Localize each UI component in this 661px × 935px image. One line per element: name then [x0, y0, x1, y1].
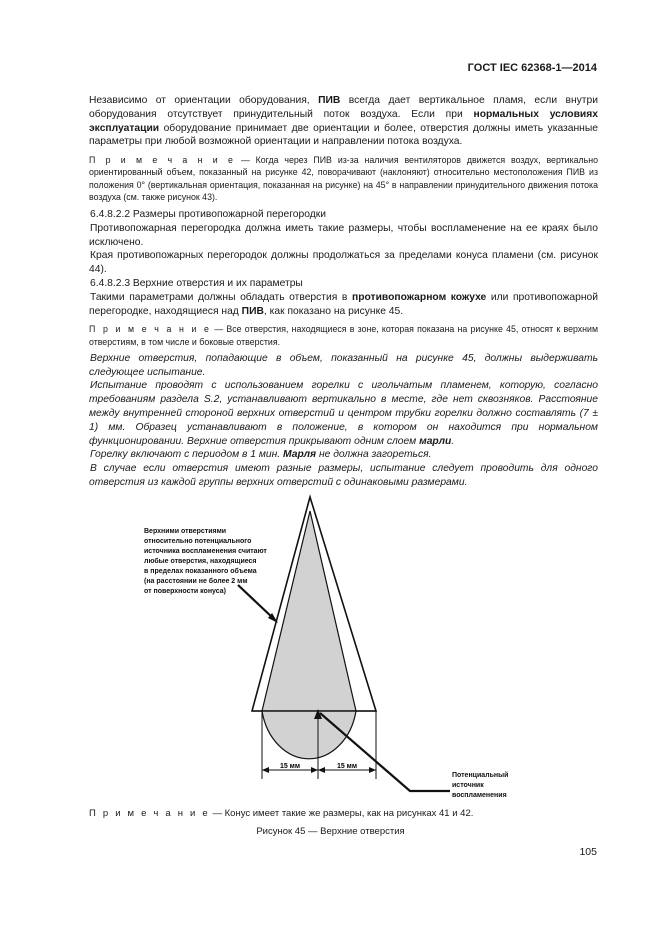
paragraph-top-openings [89, 291, 598, 319]
p6-text: Испытание проводят с использованием горелки с игольчатым пламенем, которую, согласно требованиям раздела S.2, устанавливают вертикально в месте, где нет сквозняков. Расстояние между внутренней стороной верхних отверстий и центром трубки горелки должно составлять (7 ± 1) мм. Образец устанавливают в положение, в котором он находится при нормальном функционировании. Верхние отверстия прикрывают одним слоем [89, 380, 598, 447]
p6-bold: марли [419, 435, 452, 447]
note2-label: П р и м е ч а н и е [89, 324, 212, 335]
p7-a: Горелку включают с периодом в 1 мин. [90, 449, 284, 461]
dim-right-label: 15 мм [336, 763, 358, 770]
p1-b1: ПИВ [318, 95, 341, 106]
paragraph-barrier-edges: Края противопожарных перегородок должны продолжаться за пределами конуса пламени (см. рисунок 44). [89, 250, 598, 276]
arrowhead [262, 767, 269, 773]
section-heading-top-openings: 6.4.8.2.3 Верхние отверстия и их параметры [90, 277, 303, 289]
p4-b1: противопожарном кожухе [351, 291, 487, 303]
p4-c: или противопожарной перегородке, находящиеся над [89, 291, 599, 317]
note-side-openings [89, 323, 598, 347]
figure-note [89, 808, 473, 819]
arrowhead [311, 767, 318, 773]
p4-d: , как показано на рисунке 45. [263, 305, 404, 317]
leader-openings [238, 585, 274, 619]
paragraph-test-intro: Верхние отверстия, попадающие в объем, показанный на рисунке 45, должны выдерживать следующее испытание. [89, 352, 598, 378]
note-air-flow [89, 154, 598, 203]
p1-a: Независимо от ориентации оборудования, [89, 95, 319, 106]
dim-left-label: 15 мм [279, 763, 301, 770]
standard-header: ГОСТ IEC 62368-1—2014 [467, 62, 597, 74]
source-label-line: источник [452, 782, 484, 789]
paragraph-test-procedure [89, 379, 598, 448]
openings-label-line: источника воспламенения считают [144, 548, 267, 555]
p7-bold: Марля [283, 449, 317, 461]
source-label [452, 771, 510, 799]
openings-label-line: в пределах показанного объема [144, 568, 257, 575]
p6-end: . [451, 435, 455, 447]
openings-label-line: любые отверстия, находящиеся [144, 558, 257, 565]
p1-c: всегда дает вертикальное пламя, если внутри оборудования отсутствует принудительный поток воздуха. Если при [89, 95, 598, 120]
source-label-line: Потенциальный [452, 772, 509, 779]
p1-d: оборудование принимает две ориентации и более, отверстия должны иметь указанные параметры при любой возможной ориентации и направлении потока воздуха. [89, 122, 598, 148]
p7-c: не должна загореться. [316, 449, 432, 461]
paragraph-orientation [89, 94, 598, 149]
source-label-line: воспламенения [452, 792, 507, 799]
openings-label [144, 528, 269, 595]
p4-b2: ПИВ [241, 305, 264, 317]
figure-note-text: — Конус имеет такие же размеры, как на рисунках 41 и 42. [209, 808, 474, 819]
figure-caption: Рисунок 45 — Верхние отверстия [256, 826, 405, 837]
arrowhead [318, 767, 325, 773]
paragraph-barrier-size: Противопожарная перегородка должна иметь такие размеры, чтобы воспламенение на ее краях было исключено. [89, 222, 598, 248]
paragraph-different-sizes: В случае если отверстия имеют разные размеры, испытание следует проводить для одного отверстия из каждой группы верхних отверстий с одинаковыми размерами. [89, 463, 598, 488]
openings-label-line: Верхними отверстиями [144, 528, 227, 535]
paragraph-burner [89, 448, 598, 462]
openings-label-line: от поверхности конуса) [144, 588, 226, 595]
p1-b2: нормальных условиях эксплуатации [89, 108, 598, 134]
note2-text: — Все отверстия, находящиеся в зоне, которая показана на рисунке 45, относят к верхним отверстиям, в том числе и боковые отверстия. [89, 324, 598, 347]
lower-hemisphere [262, 711, 356, 759]
openings-label-line: (на расстоянии не более 2 мм [144, 578, 248, 585]
figure-45-cone [120, 487, 540, 807]
section-heading-barrier-size: 6.4.8.2.2 Размеры противопожарной перегородки [90, 209, 326, 220]
figure-note-label: П р и м е ч а н и е [89, 808, 210, 819]
openings-label-line: относительно потенциального [144, 538, 252, 545]
body-text [89, 94, 598, 490]
page-number: 105 [579, 846, 597, 858]
arrowhead [369, 767, 376, 773]
note1-label: П р и м е ч а н и е [89, 155, 236, 166]
p4-a: Такими параметрами должны обладать отверстия в [90, 291, 352, 303]
note1-text: — Когда через ПИВ из-за наличия вентиляторов движется воздух, вертикально ориентированный объем, показанный на рисунке 42, поворачивают (наклоняют) относительно местоположения ПИВ из положения 0° (вертикальная ориентация, показанная на рисунке) на 45° в направлении принудительного движения потока воздуха (см. также рисунок 43). [89, 155, 598, 202]
